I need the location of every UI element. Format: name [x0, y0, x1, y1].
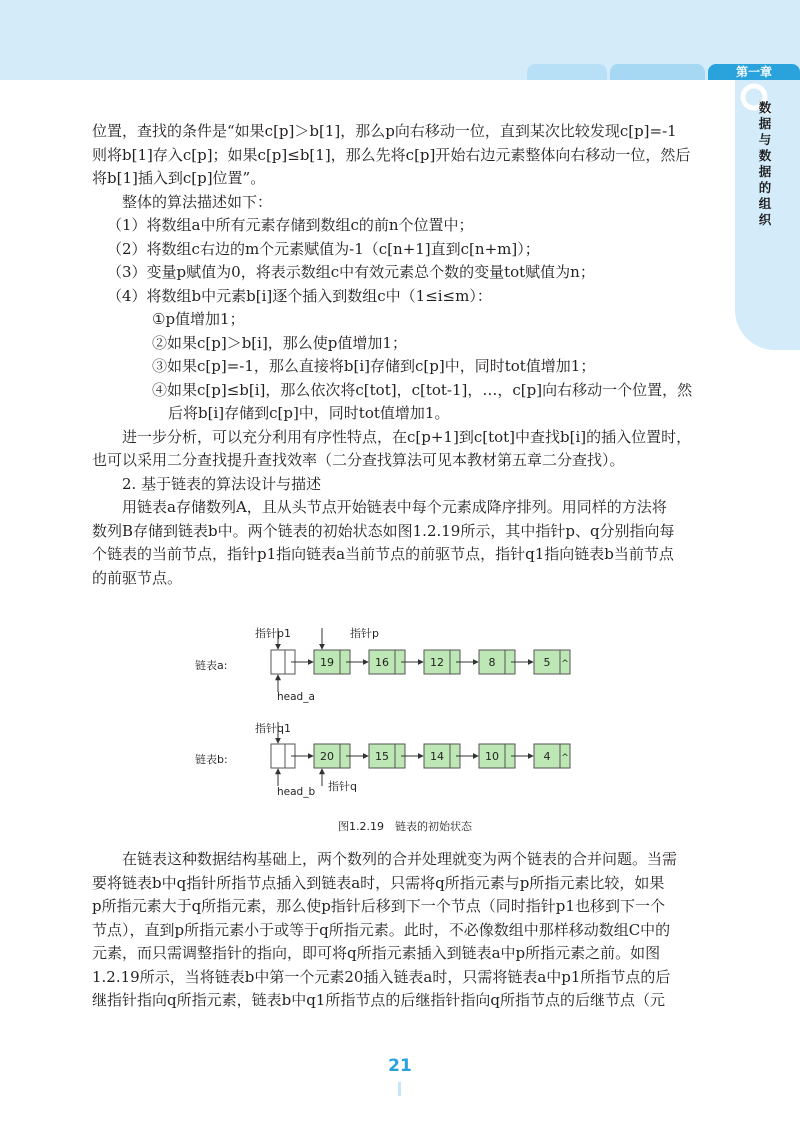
text-line: 将b[1]插入到c[p]位置”。 — [92, 169, 266, 187]
head-a-label: head_a — [277, 691, 315, 703]
text-line: 要将链表b中q指针所指节点插入到链表a时，只需将q所指元素与p所指元素比较，如果 — [92, 873, 665, 892]
main-text — [92, 120, 709, 590]
list-a-label: 链表a: — [195, 659, 228, 672]
list-b — [195, 721, 570, 798]
linked-list-figure — [195, 622, 615, 832]
chapter-tabs — [527, 64, 800, 80]
substep-4: ④如果c[p]≤b[i]，那么依次将c[tot]，c[tot-1]，…，c[p]向右移动一个位置，然 — [152, 380, 693, 399]
step-2: （2）将数组c右边的m个元素赋值为-1（c[n+1]直到c[n+m]）； — [107, 239, 540, 258]
text-line: 个链表的当前节点，指针p1指向链表a当前节点的前驱节点，指针q1指向链表b当前节点 — [92, 545, 674, 563]
text-line: 也可以采用二分查找提升查找效率（二分查找算法可见本教材第五章二分查找）。 — [92, 451, 625, 469]
linked-list-diagram — [195, 622, 615, 812]
list-b-node-value: 15 — [375, 750, 389, 763]
text-line: 1.2.19所示，当将链表b中第一个元素20插入链表a时，只需将链表a中p1所指节点的后 — [92, 967, 671, 986]
chapter-tab: 第一章 — [708, 64, 800, 80]
section-heading: 2. 基于链表的算法设计与描述 — [122, 474, 322, 493]
text-line: p所指元素大于q所指元素，那么使p指针后移到下一个节点（同时指针p1也移到下一个 — [92, 897, 665, 915]
tab-decor-1 — [527, 64, 607, 80]
list-a-node-value: 16 — [375, 656, 389, 669]
text-line: 节点），直到p所指元素小于或等于q所指元素。此时，不必像数组中那样移动数组C中的 — [92, 920, 671, 939]
text-line: 位置，查找的条件是“如果c[p]＞b[1]，那么p向右移动一位，直到某次比较发现c[p]=-1 — [92, 122, 677, 140]
substep-4-cont: 后将b[i]存储到c[p]中，同时tot值增加1。 — [168, 404, 450, 422]
substep-3: ③如果c[p]=-1，那么直接将b[i]存储到c[p]中，同时tot值增加1； — [152, 357, 596, 375]
figure-caption: 图1.2.19 链表的初始状态 — [338, 820, 472, 833]
text-line: 在链表这种数据结构基础上，两个数列的合并处理就变为两个链表的合并问题。当需 — [122, 850, 678, 868]
step-4: （4）将数组b中元素b[i]逐个插入到数组c中（1≤i≤m）： — [107, 286, 492, 305]
list-b-node-value: 4 — [543, 750, 551, 763]
list-a-node-value: 19 — [320, 656, 334, 669]
substep-2: ②如果c[p]＞b[i]，那么使p值增加1； — [152, 333, 407, 352]
side-panel — [735, 80, 800, 350]
list-b-node-value: 14 — [430, 750, 444, 763]
list-a-head-cell — [271, 650, 285, 674]
text-line: 进一步分析，可以充分利用有序性特点，在c[p+1]到c[tot]中查找b[i]的插入位置时， — [122, 427, 692, 446]
main-text-2 — [92, 848, 709, 1013]
list-a-node-value: 12 — [430, 656, 444, 669]
list-b-node-value: 20 — [320, 750, 334, 763]
page-bar — [398, 1082, 401, 1096]
text-line: 用链表a存储数列A，且从头节点开始链表中每个元素成降序排列。用同样的方法将 — [122, 498, 667, 516]
list-a — [195, 626, 570, 703]
list-b-head-cell — [271, 744, 285, 768]
pointer-p1-label: 指针p1 — [255, 627, 291, 640]
list-a-terminator: ^ — [561, 659, 569, 669]
page-number: 21 — [388, 1056, 412, 1076]
pointer-q-label: 指针q — [328, 780, 357, 793]
text-line: 数列B存储到链表b中。两个链表的初始状态如图1.2.19所示，其中指针p、q分别指向每 — [92, 521, 675, 540]
substep-1: ①p值增加1； — [152, 310, 245, 328]
text-line: 则将b[1]存入c[p]；如果c[p]≤b[1]，那么先将c[p]开始右边元素整体向右移动一位，然后 — [92, 145, 691, 164]
head-b-label: head_b — [277, 786, 316, 798]
list-a-node-value: 8 — [488, 656, 496, 669]
step-3: （3）变量p赋值为0，将表示数组c中有效元素总个数的变量tot赋值为n； — [107, 263, 595, 281]
tab-decor-2 — [610, 64, 705, 80]
side-title: 数据与数据的组织 — [758, 100, 772, 227]
list-b-node-value: 10 — [485, 750, 499, 763]
text-line: 元素，而只需调整指针的指向，即可将q所指元素插入到链表a中p所指元素之前。如图 — [92, 944, 661, 962]
pointer-q1-label: 指针q1 — [255, 722, 291, 735]
text-line: 继指针指向q所指元素，链表b中q1所指节点的后继指针指向q所指节点的后继节点（元 — [92, 991, 665, 1009]
list-a-node-value: 5 — [543, 656, 551, 669]
algo-intro: 整体的算法描述如下： — [122, 192, 273, 211]
list-b-terminator: ^ — [561, 753, 569, 763]
pointer-p-label: 指针p — [350, 627, 379, 640]
text-line: 的前驱节点。 — [92, 568, 183, 587]
list-b-label: 链表b: — [195, 753, 228, 766]
step-1: （1）将数组a中所有元素存储到数组c的前n个位置中； — [107, 216, 474, 234]
